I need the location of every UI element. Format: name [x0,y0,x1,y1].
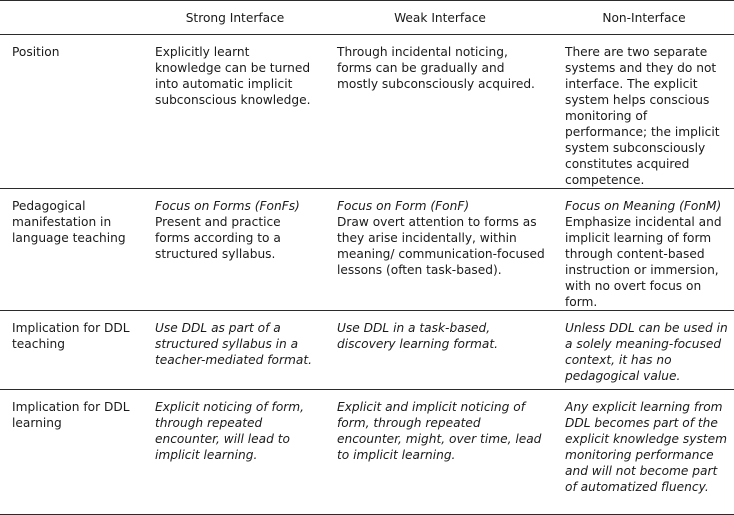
cell-non: Unless DDL can be used in a solely meaning-focused context, it has no pedagogical value. [554,311,734,390]
row-label: Pedagogical manifestation in language teaching [0,189,144,311]
cell-strong: Use DDL as part of a structured syllabus in a teacher-mediated format. [144,311,326,390]
cell-non: Any explicit learning from DDL becomes part of the explicit knowledge system monitoring performance and will not become part of automatized fluency. [554,390,734,515]
cell-strong: Explicit noticing of form, through repeated encounter, will lead to implicit learning. [144,390,326,515]
cell-weak: Through incidental noticing, forms can be gradually and mostly subconsciously acquired. [326,35,554,189]
table-header-row [0,1,734,35]
header-strong-interface: Strong Interface [144,1,326,35]
cell-strong-title: Focus on Forms (FonFs) [155,199,300,213]
row-label: Implication for DDL teaching [0,311,144,390]
table-row-ddl-teaching [0,311,734,390]
cell-weak [326,189,554,311]
row-label: Implication for DDL learning [0,390,144,515]
cell-non: There are two separate systems and they do not interface. The explicit system helps conscious monitoring of performance; the implicit system subconsciously constitutes acquired competence. [554,35,734,189]
cell-non [554,189,734,311]
cell-weak: Explicit and implicit noticing of form, through repeated encounter, might, over time, lead to implicit learning. [326,390,554,515]
cell-strong: Explicitly learnt knowledge can be turned into automatic implicit subconscious knowledge. [144,35,326,189]
cell-non-body: Emphasize incidental and implicit learning of form through content-based instruction or immersion, with no overt focus on form. [565,215,722,309]
header-weak-interface: Weak Interface [326,1,554,35]
cell-strong [144,189,326,311]
table-row-position [0,35,734,189]
header-non-interface: Non-Interface [554,1,734,35]
table-row-ddl-learning [0,390,734,515]
cell-weak-body: Draw overt attention to forms as they arise incidentally, within meaning/ communication-focused lessons (often task-based). [337,215,545,277]
cell-weak-title: Focus on Form (FonF) [337,199,470,213]
cell-non-title: Focus on Meaning (FonM) [565,199,722,213]
header-empty-cell [0,1,144,35]
cell-strong-body: Present and practice forms according to a structured syllabus. [155,215,281,261]
row-label: Position [0,35,144,189]
cell-weak: Use DDL in a task-based, discovery learning format. [326,311,554,390]
table-row-pedagogical-manifestation [0,189,734,311]
